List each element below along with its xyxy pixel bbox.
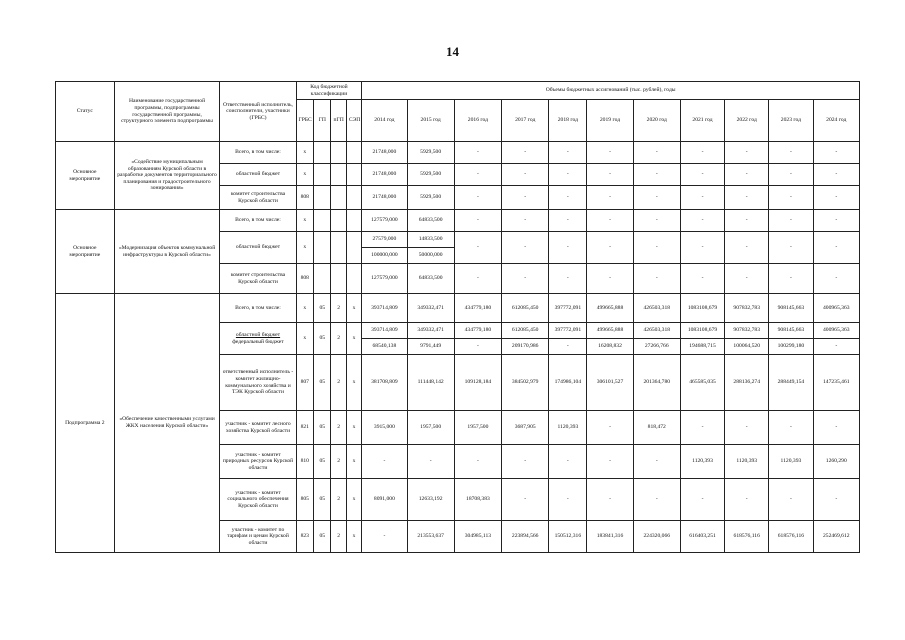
value-cell: - [769,232,813,264]
code-grbs: 821 [296,411,313,445]
value-cell: - [454,339,501,355]
value-cell: 1083108,679 [680,323,724,339]
value-cell: 5929,500 [407,164,454,186]
code-sep: х [346,445,361,479]
value-cell: - [769,479,813,521]
header-code-grbs: ГРБС [296,100,313,142]
value-cell: - [587,186,633,210]
code-grbs: 808 [296,186,313,210]
table-row [56,210,860,232]
code-pgp: 2 [331,411,346,445]
code-pgp [331,264,346,294]
value-cell: 400965,363 [813,323,859,339]
value-cell: 499665,888 [587,323,633,339]
value-cell: - [502,142,549,164]
value-cell: 1120,393 [769,445,813,479]
value-cell: - [587,445,633,479]
value-cell: - [769,142,813,164]
header-code-gp: ГП [314,100,331,142]
value-cell: 465585,035 [680,355,724,411]
value-cell: 1957,500 [407,411,454,445]
value-cell: - [769,186,813,210]
value-cell: 18708,383 [454,479,501,521]
value-cell: - [502,210,549,232]
code-gp [314,264,331,294]
value-cell: - [680,264,724,294]
value-cell: - [587,264,633,294]
header-year: 2014 год [362,100,407,142]
row-status: Подпрограмма 2 [56,294,115,553]
row-label: комитет строительства Курской области [220,264,296,294]
code-pgp [331,186,346,210]
value-cell: 21748,000 [362,142,407,164]
value-cell: - [680,142,724,164]
value-cell: 150512,316 [549,521,587,553]
value-cell: 109128,184 [454,355,501,411]
row-status: Основное мероприятие [56,142,115,210]
value-cell: - [633,232,680,264]
value-cell: 1120,393 [680,445,724,479]
header-year: 2024 год [813,100,859,142]
value-cell: - [587,411,633,445]
value-cell: 201364,780 [633,355,680,411]
value-cell: - [633,164,680,186]
value-cell: - [362,445,407,479]
value-cell: - [454,210,501,232]
value-cell: 14833,500 [407,232,454,248]
value-cell: 618576,116 [769,521,813,553]
header-code-sep: СЭП [346,100,361,142]
code-sep: х [346,294,361,323]
row-label: федеральный бюджет [232,338,284,345]
code-grbs: 810 [296,445,313,479]
code-pgp: 2 [331,479,346,521]
value-cell: - [813,186,859,210]
value-cell: - [587,232,633,264]
value-cell: 426503,318 [633,323,680,339]
value-cell: 1083108,679 [680,294,724,323]
code-grbs: х [296,294,313,323]
value-cell: 349332,471 [407,294,454,323]
value-cell: - [725,210,769,232]
value-cell: 618576,116 [725,521,769,553]
value-cell: 907832,783 [725,323,769,339]
row-label: областной бюджет [220,164,296,186]
value-cell: - [549,264,587,294]
header-year: 2016 год [454,100,501,142]
header-year: 2022 год [725,100,769,142]
value-cell: 100299,180 [769,339,813,355]
header-year: 2020 год [633,100,680,142]
value-cell: 252469,612 [813,521,859,553]
value-cell: 27266,766 [633,339,680,355]
value-cell: 499665,888 [587,294,633,323]
value-cell: 64833,500 [407,264,454,294]
code-grbs: 807 [296,355,313,411]
value-cell: - [813,232,859,264]
code-sep [346,164,361,186]
code-gp [314,232,331,264]
value-cell: 174986,104 [549,355,587,411]
value-cell: - [633,142,680,164]
value-cell: 127579,000 [362,210,407,232]
value-cell: - [549,479,587,521]
value-cell: 907832,783 [725,294,769,323]
value-cell: 288449,154 [769,355,813,411]
value-cell: 400965,363 [813,294,859,323]
code-gp [314,142,331,164]
value-cell: 3687,905 [502,411,549,445]
value-cell: - [454,164,501,186]
value-cell: 194688,715 [680,339,724,355]
value-cell: - [633,210,680,232]
code-pgp [331,210,346,232]
row-label: Всего, в том числе: [220,294,296,323]
value-cell: 127579,000 [362,264,407,294]
value-cell: 616403,251 [680,521,724,553]
row-label: Всего, в том числе: [220,210,296,232]
value-cell: - [725,411,769,445]
value-cell: - [769,411,813,445]
code-pgp: 2 [331,355,346,411]
value-cell: 397772,091 [549,323,587,339]
value-cell: - [587,142,633,164]
code-grbs: х [296,210,313,232]
code-pgp [331,164,346,186]
value-cell: - [813,264,859,294]
code-gp: 05 [314,294,331,323]
value-cell: - [680,479,724,521]
code-pgp: 2 [331,445,346,479]
header-year: 2023 год [769,100,813,142]
value-cell: - [549,164,587,186]
page-number: 14 [446,44,459,59]
budget-table [55,81,860,553]
value-cell: - [633,479,680,521]
value-cell: 306101,527 [587,355,633,411]
value-cell: - [587,210,633,232]
value-cell: - [407,445,454,479]
header-responsible: Ответственный исполнитель, соисполнители, участники (ГРБС) [220,82,296,142]
value-cell: 1957,500 [454,411,501,445]
value-cell: - [502,164,549,186]
code-gp: 05 [314,445,331,479]
header-years-group: Объемы бюджетных ассигнований (тыс. рублей), годы [362,82,860,100]
value-cell: - [813,339,859,355]
value-cell: 50000,000 [407,248,454,264]
value-cell: 908145,663 [769,323,813,339]
value-cell: - [813,164,859,186]
value-cell: - [725,164,769,186]
value-cell: - [813,142,859,164]
value-cell: - [633,445,680,479]
value-cell: 27579,000 [362,232,407,248]
value-cell: - [633,264,680,294]
value-cell: - [813,479,859,521]
value-cell: 349332,471 [407,323,454,339]
value-cell: - [549,232,587,264]
code-gp: 05 [314,323,331,355]
header-year: 2019 год [587,100,633,142]
value-cell: - [633,186,680,210]
code-sep [346,264,361,294]
code-grbs: х [296,142,313,164]
header-year: 2021 год [680,100,724,142]
code-gp [314,210,331,232]
value-cell: - [502,479,549,521]
value-cell: 213553,637 [407,521,454,553]
value-cell: - [454,142,501,164]
code-sep [346,210,361,232]
value-cell: 223894,566 [502,521,549,553]
header-name: Наименование государственной программы, подпрограммы государственной программы, структурного элемента подпрограммы [114,82,220,142]
value-cell: - [587,164,633,186]
value-cell: - [769,164,813,186]
code-grbs: х [296,232,313,264]
code-sep: х [346,479,361,521]
header-year: 2018 год [549,100,587,142]
header-status: Статус [56,82,115,142]
header-codes-group: Код бюджетной классификации [296,82,362,100]
code-sep: х [346,355,361,411]
code-sep: х [346,411,361,445]
value-cell: 393714,809 [362,294,407,323]
row-label: участник - комитет по тарифам и ценам Курской области [220,521,296,553]
value-cell: - [454,264,501,294]
value-cell: - [725,186,769,210]
value-cell: 209170,986 [502,339,549,355]
header-year: 2015 год [407,100,454,142]
value-cell: 16208,832 [587,339,633,355]
row-status: Основное мероприятие [56,210,115,294]
code-grbs: х [296,164,313,186]
value-cell: 304985,113 [454,521,501,553]
code-pgp [331,232,346,264]
value-cell: 5929,500 [407,142,454,164]
value-cell: 100064,520 [725,339,769,355]
row-label: участник - комитет лесного хозяйства Курской области [220,411,296,445]
value-cell: 381708,809 [362,355,407,411]
value-cell: - [502,186,549,210]
header-code-pgp: пГП [331,100,346,142]
code-gp: 05 [314,521,331,553]
code-grbs: 805 [296,479,313,521]
value-cell: 21748,000 [362,186,407,210]
row-label: комитет строительства Курской области [220,186,296,210]
row-label: областной бюджет [235,331,281,338]
code-pgp [331,142,346,164]
value-cell: 147235,461 [813,355,859,411]
code-sep [346,142,361,164]
value-cell: 384502,979 [502,355,549,411]
row-label: участник - комитет социального обеспечения Курской области [220,479,296,521]
row-label: ответственный исполнитель - комитет жилищно-коммунального хозяйства и ТЭК Курской области [220,355,296,411]
value-cell: - [813,210,859,232]
row-label: областной бюджет [220,232,296,264]
value-cell: 5929,500 [407,186,454,210]
row-program-name: «Обеспечение качественными услугами ЖКХ населения Курской области» [114,294,220,553]
value-cell: 818,472 [633,411,680,445]
code-gp: 05 [314,411,331,445]
value-cell: - [680,186,724,210]
value-cell: - [502,232,549,264]
value-cell: - [454,232,501,264]
value-cell: - [725,232,769,264]
value-cell: 68540,138 [362,339,407,355]
value-cell: 434779,180 [454,323,501,339]
code-sep [346,186,361,210]
value-cell: 1120,393 [549,411,587,445]
value-cell: 8091,000 [362,479,407,521]
value-cell: 434779,180 [454,294,501,323]
code-sep: х [346,521,361,553]
value-cell: 64833,500 [407,210,454,232]
value-cell: 612085,450 [502,323,549,339]
value-cell: 1260,290 [813,445,859,479]
value-cell: 393714,809 [362,323,407,339]
value-cell: 3915,000 [362,411,407,445]
value-cell: 111448,142 [407,355,454,411]
value-cell: - [769,210,813,232]
table-row [56,294,860,323]
value-cell: - [362,521,407,553]
value-cell: - [549,210,587,232]
value-cell: 21748,000 [362,164,407,186]
code-gp: 05 [314,355,331,411]
code-sep: х [346,323,361,355]
code-sep [346,232,361,264]
value-cell: - [725,264,769,294]
value-cell: - [680,210,724,232]
value-cell: - [725,142,769,164]
value-cell: - [680,232,724,264]
value-cell: - [725,479,769,521]
code-grbs: х [296,323,313,355]
value-cell: - [680,164,724,186]
code-grbs: 823 [296,521,313,553]
header-year: 2017 год [502,100,549,142]
code-pgp: 2 [331,294,346,323]
value-cell: 183841,316 [587,521,633,553]
value-cell: - [549,445,587,479]
value-cell: - [454,186,501,210]
row-label: Всего, в том числе: [220,142,296,164]
value-cell: 12633,192 [407,479,454,521]
value-cell: 100000,000 [362,248,407,264]
code-grbs: 808 [296,264,313,294]
value-cell: 908145,663 [769,294,813,323]
code-pgp: 2 [331,521,346,553]
value-cell: 612085,450 [502,294,549,323]
value-cell: - [549,186,587,210]
value-cell: - [587,479,633,521]
value-cell: - [549,142,587,164]
row-label-budgets [220,323,296,355]
value-cell: 9791,449 [407,339,454,355]
value-cell: 1120,393 [725,445,769,479]
value-cell: 288136,274 [725,355,769,411]
value-cell: - [549,339,587,355]
value-cell: - [502,445,549,479]
row-program-name: «Содействие муниципальным образованиям Курской области в разработке документов территориального планирования и градостроительного зонирования» [114,142,220,210]
code-gp [314,164,331,186]
code-gp [314,186,331,210]
code-pgp: 2 [331,323,346,355]
value-cell: - [813,411,859,445]
row-label: участник - комитет природных ресурсов Курской области [220,445,296,479]
table-row [56,142,860,164]
value-cell: 426503,318 [633,294,680,323]
code-gp: 05 [314,479,331,521]
row-program-name: «Модернизация объектов коммунальной инфраструктуры в Курской области» [114,210,220,294]
value-cell: - [680,411,724,445]
value-cell: - [454,445,501,479]
value-cell: - [769,264,813,294]
value-cell: 224320,066 [633,521,680,553]
value-cell: 397772,091 [549,294,587,323]
value-cell: - [502,264,549,294]
